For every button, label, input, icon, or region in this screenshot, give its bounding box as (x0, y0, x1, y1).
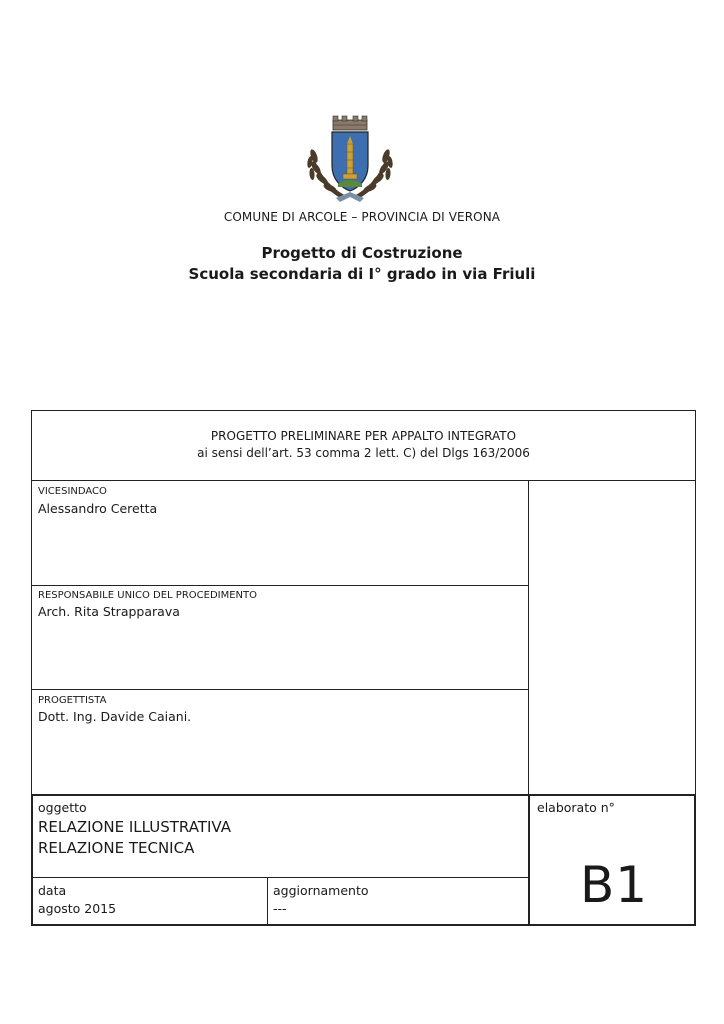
project-title-line2: Scuola secondaria di I° grado in via Friuli (188, 265, 536, 283)
name-rup: Arch. Rita Strapparava (38, 604, 180, 619)
frame-right-line (695, 410, 696, 795)
bottom-block-bottom-line (31, 924, 696, 926)
people-column-divider (528, 480, 529, 796)
crown-icon (333, 116, 367, 130)
frame-top-line (31, 410, 696, 411)
project-title (0, 243, 724, 285)
elaborato-label: elaborato n° (537, 800, 615, 815)
phase-divider (31, 480, 696, 481)
bottom-block-top-line (31, 794, 696, 796)
elaborato-divider (528, 794, 530, 926)
date-label: data (38, 883, 67, 898)
role-label-vicesindaco: VICESINDACO (38, 486, 107, 497)
phase-header (31, 428, 696, 462)
project-title-line1: Progetto di Costruzione (261, 244, 463, 262)
name-progettista: Dott. Ing. Davide Caiani. (38, 709, 192, 724)
subject-divider (31, 877, 529, 878)
comune-heading: COMUNE DI ARCOLE – PROVINCIA DI VERONA (223, 210, 501, 224)
role-label-progettista: PROGETTISTA (38, 695, 107, 706)
phase-line1: PROGETTO PRELIMINARE PER APPALTO INTEGRATO (210, 429, 517, 443)
bottom-block-left-line (31, 794, 33, 926)
subject-line2: RELAZIONE TECNICA (38, 839, 195, 857)
elaborato-code: B1 (580, 856, 649, 914)
date-value: agosto 2015 (38, 901, 117, 916)
people-row-divider-1 (31, 585, 529, 586)
date-divider (267, 877, 268, 925)
name-vicesindaco: Alessandro Ceretta (38, 501, 158, 516)
phase-line2: ai sensi dell’art. 53 comma 2 lett. C) del Dlgs 163/2006 (197, 446, 530, 460)
coat-of-arms-logo (302, 112, 398, 208)
people-row-divider-2 (31, 689, 529, 690)
bottom-block-right-line (694, 794, 696, 926)
update-value: --- (273, 901, 287, 916)
subject-line1: RELAZIONE ILLUSTRATIVA (38, 818, 231, 836)
update-label: aggiornamento (273, 883, 369, 898)
subject-label: oggetto (38, 800, 87, 815)
role-label-rup: RESPONSABILE UNICO DEL PROCEDIMENTO (38, 590, 258, 601)
